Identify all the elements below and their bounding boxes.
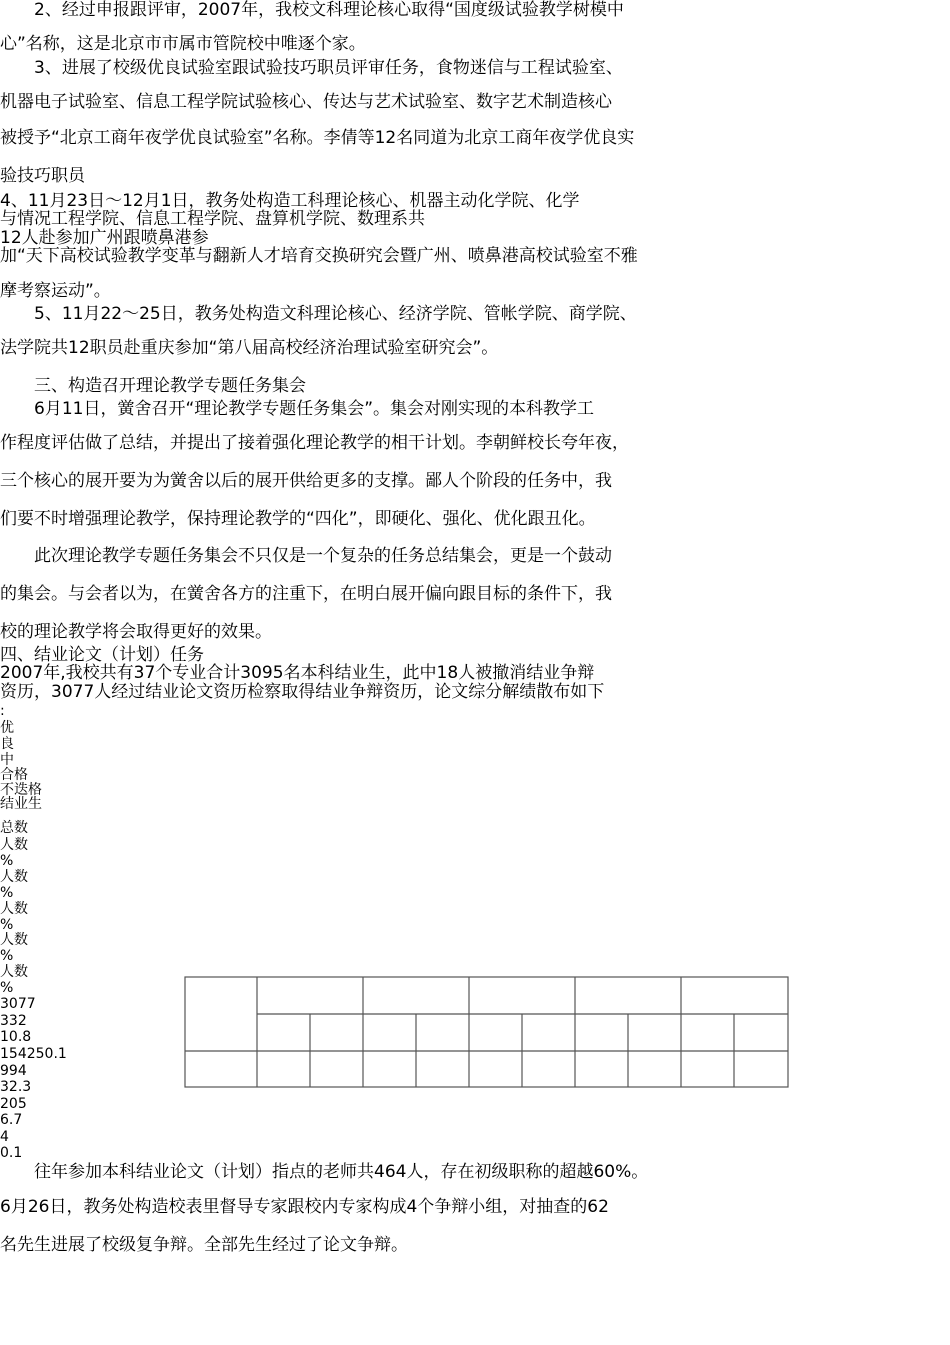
table-text-fragment: 优: [0, 720, 14, 736]
table-text-fragment: 人数: [0, 901, 28, 917]
table-text-fragment: 人数: [0, 932, 28, 948]
paragraph-line: 验技巧职员: [0, 166, 85, 186]
paragraph-line: 的集会。与会者以为，在黉舍各方的注重下，在明白展开偏向跟目标的条件下，我: [0, 584, 612, 604]
paragraph-line: 机器电子试验室、信息工程学院试验核心、传达与艺术试验室、数字艺术制造核心: [0, 92, 612, 112]
paragraph-line: 校的理论教学将会取得更好的效果。: [0, 622, 272, 642]
table-text-fragment: 人数: [0, 869, 28, 885]
table-text-fragment: 994: [0, 1063, 27, 1079]
paragraph-line: 6月11日，黉舍召开“理论教学专题任务集会”。集会对刚实现的本科教学工: [0, 399, 595, 419]
table-text-fragment: 0.1: [0, 1145, 23, 1161]
paragraph-line: 加“天下高校试验教学变革与翻新人才培育交换研究会暨广州、喷鼻港高校试验室不雅: [0, 246, 638, 266]
paragraph-line: 往年参加本科结业论文（计划）指点的老师共464人，存在初级职称的超越60%。: [0, 1162, 649, 1182]
table-text-fragment: %: [0, 885, 14, 901]
table-text-fragment: 10.8: [0, 1029, 32, 1045]
table-text-fragment: 32.3: [0, 1079, 32, 1095]
table-text-fragment: 154250.1: [0, 1046, 67, 1062]
paragraph-line: 法学院共12职员赴重庆参加“第八届高校经济治理试验室研究会”。: [0, 338, 499, 358]
paragraph-line: 四、结业论文（计划）任务: [0, 645, 204, 665]
paragraph-line: 名先生进展了校级复争辩。全部先生经过了论文争辩。: [0, 1235, 408, 1255]
table-text-fragment: 总数: [0, 820, 28, 836]
table-text-fragment: %: [0, 980, 14, 996]
paragraph-line: 2、经过申报跟评审，2007年，我校文科理论核心取得“国度级试验教学树模中: [0, 0, 624, 20]
table-text-fragment: %: [0, 853, 14, 869]
table-text-fragment: 中: [0, 752, 14, 768]
table-text-fragment: 6.7: [0, 1112, 23, 1128]
table-text-fragment: %: [0, 917, 14, 933]
paragraph-line: 5、11月22～25日，教务处构造文科理论核心、经济学院、管帐学院、商学院、: [0, 304, 637, 324]
table-text-fragment: 合格: [0, 767, 28, 783]
table-text-fragment: 人数: [0, 964, 28, 980]
table-text-fragment: 205: [0, 1096, 27, 1112]
paragraph-line: 6月26日，教务处构造校表里督导专家跟校内专家构成4个争辩小组，对抽查的62: [0, 1197, 609, 1217]
table-text-fragment: 332: [0, 1013, 27, 1029]
paragraph-line: 3、进展了校级优良试验室跟试验技巧职员评审任务，食物迷信与工程试验室、: [0, 58, 623, 78]
paragraph-line: 12人赴参加广州跟喷鼻港参: [0, 228, 209, 248]
table-text-fragment: 4: [0, 1129, 9, 1145]
paragraph-line: 三个核心的展开要为为黉舍以后的展开供给更多的支撑。鄙人个阶段的任务中，我: [0, 471, 612, 491]
paragraph-line: 摩考察运动”。: [0, 281, 111, 301]
paragraph-line: 三、构造召开理论教学专题任务集会: [0, 376, 306, 396]
paragraph-line: 们要不时增强理论教学，保持理论教学的“四化”，即硬化、强化、优化跟丑化。: [0, 509, 596, 529]
table-text-fragment: 3077: [0, 996, 36, 1012]
paragraph-line: 资历，3077人经过结业论文资历检察取得结业争辩资历，论文综分解绩散布如下: [0, 682, 605, 702]
table-text-fragment: 良: [0, 736, 14, 752]
paragraph-line: 与情况工程学院、信息工程学院、盘算机学院、数理系共: [0, 209, 425, 229]
table-border: [185, 977, 788, 1087]
table-text-fragment: 结业生: [0, 796, 42, 812]
paragraph-line: 4、11月23日～12月1日，教务处构造工科理论核心、机器主动化学院、化学: [0, 191, 580, 211]
empty-grade-table-grid: [184, 976, 790, 1090]
table-text-fragment: 人数: [0, 837, 28, 853]
paragraph-line: 被授予“北京工商年夜学优良试验室”名称。李倩等12名同道为北京工商年夜学优良实: [0, 128, 635, 148]
paragraph-line: 作程度评估做了总结，并提出了接着强化理论教学的相干计划。李朝鲜校长夸年夜，: [0, 433, 629, 453]
table-text-fragment: :: [0, 703, 5, 719]
table-text-fragment: %: [0, 948, 14, 964]
paragraph-line: 2007年,我校共有37个专业合计3095名本科结业生，此中18人被撤消结业争辩: [0, 663, 595, 683]
table-text-fragment: 不迭格: [0, 782, 42, 798]
paragraph-line: 此次理论教学专题任务集会不只仅是一个复杂的任务总结集会，更是一个鼓动: [0, 546, 612, 566]
paragraph-line: 心”名称，这是北京市市属市管院校中唯逐个家。: [0, 34, 366, 54]
